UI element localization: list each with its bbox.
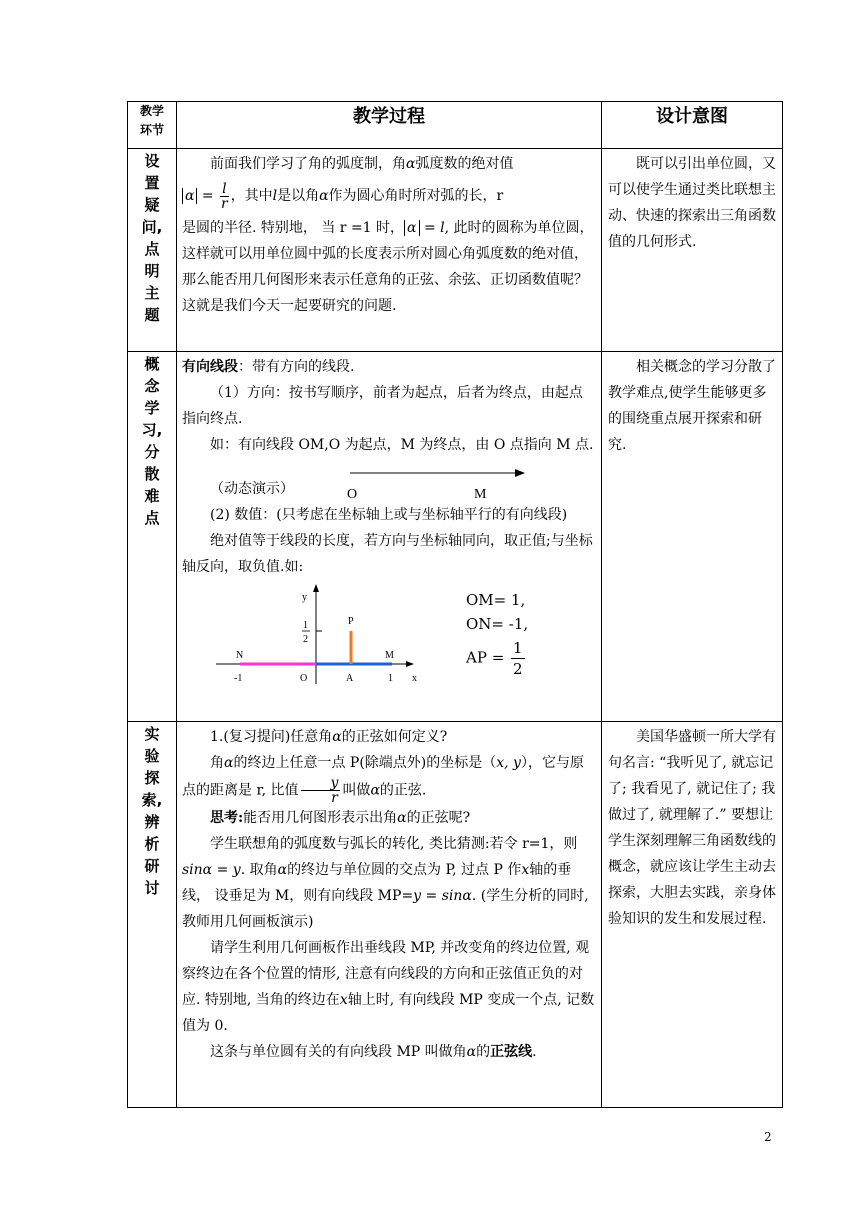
- intent-cell: 美国华盛顿一所大学有句名言: “我听见了, 就忘记了; 我看见了, 就记住了; 我做过了, 就理解了.” 要想让学生深刻理解三角函数线的概念，就应该让学生主动去探索，大胆去实践，亲身体验知识的发生和发展过程.: [602, 722, 783, 1108]
- paragraph: 是圆的半径. 特别地， 当 r =1 时， α = l, 此时的圆称为单位圆，这样就可以用单位圆中弧的长度表示所对圆心角弧度数的绝对值，那么能否用几何图形来表示任意角的正弦、余弦、正切函数值呢？这就是我们今天一起要研究的问题.: [182, 220, 594, 314]
- paragraph: 如：有向线段 OM,O 为起点，M 为终点，由 O 点指向 M 点.: [210, 437, 594, 453]
- arrow-demo: [182, 458, 595, 502]
- o-label: O: [300, 673, 308, 684]
- lesson-table: [127, 101, 783, 1108]
- paragraph: 前面我们学习了角的弧度制，角α弧度数的绝对值: [210, 156, 514, 172]
- process-cell: [177, 352, 602, 722]
- table-row: [128, 352, 783, 722]
- process-cell: [177, 722, 602, 1108]
- a-label: A: [346, 673, 354, 684]
- number-line-figure: [182, 580, 595, 688]
- ap-value: AP = $\frac{1}{2}$: [466, 639, 523, 678]
- header-intent: 设计意图: [602, 102, 783, 149]
- intent-cell: 相关概念的学习分散了教学难点,使学生能够更多的围绕重点展开探索和研究.: [602, 352, 783, 722]
- half-num: 1: [303, 620, 308, 631]
- arrow-om-figure: [347, 458, 527, 502]
- paragraph: 学生联想角的弧度数与弧长的转化, 类比猜测:若令 r=1，则sinα = y. 取角α的终边与单位圆的交点为 P, 过点 P 作x轴的垂线， 设垂足为 M，则有向线段 MP=y = sinα. (学生分析的同时, 教师用几何画板演示): [182, 836, 589, 930]
- on-value: ON= -1,: [466, 615, 529, 633]
- point-m-label: M: [474, 487, 487, 502]
- paragraph: （1）方向：按书写顺序，前者为起点，后者为终点，由起点指向终点.: [182, 385, 583, 427]
- paragraph: 请学生利用几何画板作出垂线段 MP, 并改变角的终边位置, 观察终边在各个位置的情形, 注意有向线段的方向和正弦值正负的对应. 特别地, 当角的终边在x轴上时, 有向线段 MP 变成一个点, 记数值为 0.: [182, 940, 595, 1034]
- om-value: OM= 1,: [466, 591, 526, 609]
- table-row: [128, 722, 783, 1108]
- arrow-head-icon: [515, 469, 525, 477]
- demo-label: （动态演示）: [210, 481, 294, 497]
- paragraph: 有向线段：带有方向的线段.: [182, 359, 355, 375]
- paragraph: 思考:能否用几何图形表示出角α的正弦呢?: [210, 810, 471, 826]
- x-label: x: [412, 673, 417, 684]
- axis-diagram: [212, 584, 442, 692]
- process-cell: [177, 149, 602, 352]
- m-label: M: [385, 650, 394, 661]
- paragraph: (2) 数值：(只考虑在坐标轴上或与坐标轴平行的有向线段): [210, 507, 568, 523]
- stage-cell: 设 置 疑 问, 点 明 主 题: [128, 149, 177, 352]
- values-list: [466, 588, 528, 679]
- half-den: 2: [303, 634, 308, 645]
- y-axis-arrow-icon: [313, 584, 319, 592]
- x-axis-arrow-icon: [406, 661, 414, 667]
- stage-cell: 实 验 探 索, 辨 析 研 讨: [128, 722, 177, 1108]
- header-process: 教学过程: [177, 102, 602, 149]
- table-header-row: [128, 102, 783, 149]
- page-number: 2: [764, 1130, 772, 1144]
- stage-cell: 概 念 学 习, 分 散 难 点: [128, 352, 177, 722]
- paragraph: 这条与单位圆有关的有向线段 MP 叫做角α的正弦线.: [210, 1044, 537, 1060]
- n-label: N: [236, 650, 244, 661]
- neg1-label: -1: [234, 673, 243, 684]
- y-label: y: [302, 592, 307, 603]
- paragraph: 绝对值等于线段的长度，若方向与坐标轴同向，取正值;与坐标轴反向，取负值.如:: [182, 533, 593, 575]
- point-o-label: O: [347, 487, 358, 502]
- header-stage: 教学 环节: [128, 102, 177, 149]
- p-label: P: [348, 616, 354, 627]
- paragraph: 角α的终边上任意一点 P(除端点外)的坐标是（x, y），它与原点的距离是 r, 比值 $\frac{y}{r}$ 叫做α的正弦.: [182, 755, 584, 806]
- paragraph: 1.(复习提问)任意角α的正弦如何定义?: [210, 729, 448, 745]
- paragraph: α = $\frac{l}{r}$ ，其中l是以角α作为圆心角时所对弧的长，r: [182, 177, 595, 215]
- intent-cell: 既可以引出单位圆，又可以使学生通过类比联想主动、快速的探索出三角函数值的几何形式.: [602, 149, 783, 352]
- table-row: [128, 149, 783, 352]
- one-label: 1: [388, 673, 393, 684]
